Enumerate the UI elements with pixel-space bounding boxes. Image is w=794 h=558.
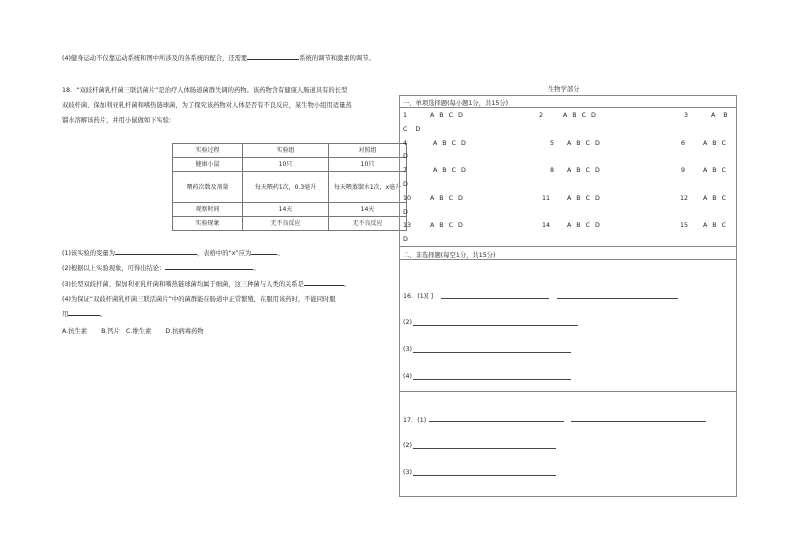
mc-choices[interactable]: A B C D (567, 195, 600, 202)
section2-heading: 二、非选择题(每空1分，共15分) (403, 252, 496, 259)
answer-blank[interactable] (115, 248, 197, 255)
mc-number: 9 (681, 167, 686, 174)
q16-3-answer-line[interactable] (413, 352, 571, 353)
mc-choices-wrap[interactable]: C D (403, 126, 421, 133)
table-header-row (173, 144, 407, 158)
q16-4-label: (4) (403, 373, 412, 380)
table-row (173, 203, 407, 217)
mc-choices[interactable]: A B C D (430, 195, 463, 202)
mc-choices[interactable]: A B C D (430, 222, 463, 229)
mc-number: 10 (403, 195, 412, 202)
mc-choices[interactable]: A B C D (433, 167, 466, 174)
option-a[interactable]: A.抗生素 (62, 328, 88, 335)
table-header-cell: 对照组 (329, 144, 407, 158)
q16-3-label: (3) (403, 346, 412, 353)
divider (399, 391, 736, 392)
answer-blank[interactable] (165, 263, 253, 270)
table-row (173, 217, 407, 231)
table-header-cell: 实验过程 (173, 144, 243, 158)
table-cell: 每天喂蒸馏水1次，x毫升 (329, 172, 407, 203)
mc-choices[interactable]: A B C (703, 140, 727, 147)
mc-choices[interactable]: A B C D (567, 140, 600, 147)
mc-number: 14 (542, 222, 551, 229)
mc-number: 7 (403, 167, 408, 174)
mc-choices-wrap[interactable]: D (403, 181, 408, 188)
q18-stem-line3: 馏水溶解该药片，并用小鼠做如下实验： (62, 117, 176, 124)
q18-sub4-line2: 用 。 (62, 311, 107, 318)
mc-number: 12 (680, 195, 689, 202)
mc-number: 8 (550, 167, 555, 174)
mc-choices[interactable]: A B C D (433, 140, 466, 147)
q17-3-label: (3) (403, 469, 412, 476)
q17-2-label: (2) (403, 442, 412, 449)
table-cell: 实验现象 (173, 217, 243, 231)
mc-choices-wrap[interactable]: D (403, 153, 408, 160)
mc-choices-wrap[interactable]: D (403, 236, 408, 243)
option-c[interactable]: C.维生素 (126, 328, 152, 335)
table-row (173, 172, 407, 203)
q4-line: (4)健身运动不仅靠运动系统和图中所涉及的各系统的配合，还需要 系统的调节和激素的调节。 (62, 55, 375, 62)
table-cell: 观察时间 (173, 203, 243, 217)
mc-choices[interactable]: A B C (703, 222, 727, 229)
table-cell: 无不良反应 (243, 217, 329, 231)
table-cell: 无不良反应 (329, 217, 407, 231)
mc-number: 5 (550, 140, 555, 147)
table-cell: 10只 (243, 158, 329, 172)
mc-number: 2 (539, 112, 544, 119)
option-d[interactable]: D.抗病毒药物 (165, 328, 204, 335)
section1-heading: 一、单项选择题(每小题1分，共15分) (403, 100, 509, 107)
table-cell: 14天 (329, 203, 407, 217)
mc-number: 13 (403, 222, 412, 229)
q16-1b-answer-line[interactable] (557, 298, 678, 299)
mc-number: 11 (542, 195, 551, 202)
table-cell: 健康小鼠 (173, 158, 243, 172)
answer-blank[interactable] (68, 309, 100, 316)
table-row (173, 158, 407, 172)
q18-sub2: (2)根据以上实验现象，可得出结论： 。 (62, 265, 260, 272)
mc-choices-wrap[interactable]: D (403, 209, 408, 216)
q17-number: 17．(1) (403, 417, 427, 424)
table-cell: 每天喂药1次，0.3毫升 (243, 172, 329, 203)
answer-blank[interactable] (251, 248, 277, 255)
q18-sub1: (1)该实验的变量为 ，表格中的“x”应为 。 (62, 250, 284, 257)
q16-2-label: (2) (403, 319, 412, 326)
experiment-table (172, 143, 407, 231)
mc-choices[interactable]: A B C D (567, 222, 600, 229)
q18-sub4-line1: (4)为保证“双歧杆菌乳杆菌三联活菌片”中的菌群能在肠道中正常繁殖，在服用该药时，不能同时服 (62, 296, 336, 303)
q18-stem-line2: 双歧杆菌、保加利亚乳杆菌和嗜热链球菌，为了探究该药物对人体是否有不良反应，某生物小组用适量蒸 (62, 102, 352, 109)
mc-number: 1 (403, 112, 408, 119)
mc-choices[interactable]: A B C (703, 167, 727, 174)
answer-sheet-title: 生物学部分 (548, 86, 580, 93)
mc-choices[interactable]: A B C (703, 195, 727, 202)
mc-choices[interactable]: A B (711, 112, 728, 119)
mc-choices[interactable]: A B C D (567, 167, 600, 174)
q16-4-answer-line[interactable] (413, 379, 571, 380)
table-cell: 喂药次数及剂量 (173, 172, 243, 203)
q18-stem-line1: 18．“双歧杆菌乳杆菌三联活菌片”是治疗人体肠道菌群失调的药物。该药物含有健康人肠道具有的长型 (62, 87, 348, 94)
table-cell: 10只 (329, 158, 407, 172)
mc-choices[interactable]: A B C D (430, 112, 463, 119)
divider (399, 246, 736, 247)
q16-number: 16．(1)[ ] (403, 293, 434, 300)
answer-sheet-box (399, 95, 737, 497)
q4-answer-blank[interactable] (247, 53, 299, 60)
q18-options (62, 326, 204, 335)
q17-1-answer-line[interactable] (429, 421, 564, 422)
table-cell: 14天 (243, 203, 329, 217)
mc-number: 3 (684, 112, 689, 119)
q16-2-answer-line[interactable] (413, 325, 578, 326)
table-header-cell: 实验组 (243, 144, 329, 158)
option-b[interactable]: B.钙片 (101, 328, 121, 335)
q16-1-answer-line[interactable] (441, 298, 549, 299)
q17-2-answer-line[interactable] (413, 448, 556, 449)
divider (399, 107, 736, 108)
divider (399, 259, 736, 260)
mc-choices[interactable]: A B C D (563, 112, 596, 119)
mc-number: 4 (403, 140, 408, 147)
answer-blank[interactable] (304, 279, 344, 286)
q18-sub3: (3)长型双歧杆菌、保加利亚乳杆菌和嗜热链球菌均属于细菌，这三种菌与人类的关系是 。 (62, 281, 351, 288)
mc-number: 15 (680, 222, 689, 229)
q17-1b-answer-line[interactable] (571, 421, 706, 422)
q17-3-answer-line[interactable] (413, 475, 556, 476)
mc-number: 6 (681, 140, 686, 147)
